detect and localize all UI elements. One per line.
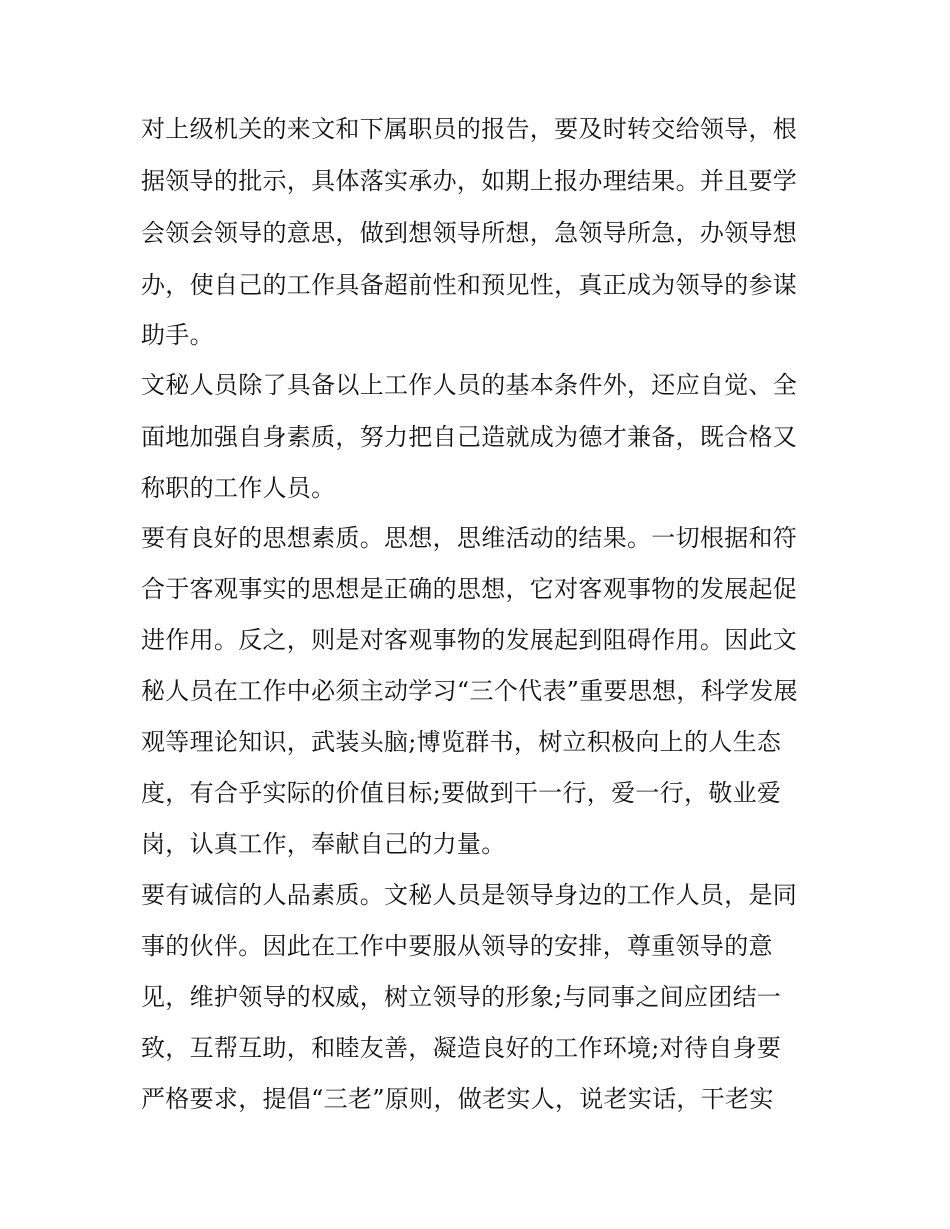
- text-line: 办，使自己的工作具备超前性和预见性，真正成为领导的参谋: [141, 271, 798, 299]
- text-line: 度，有合乎实际的价值目标;要做到干一行，爱一行，敬业爱: [141, 779, 782, 807]
- text-line: 会领会领导的意思，做到想领导所想，急领导所急，办领导想: [141, 219, 798, 247]
- text-line: 对上级机关的来文和下属职员的报告，要及时转交给领导，根: [141, 115, 798, 143]
- text-line: 进作用。反之，则是对客观事物的发展起到阻碍作用。因此文: [141, 626, 798, 654]
- text-line: 观等理论知识，武装头脑;博览群书，树立积极向上的人生态: [141, 728, 782, 756]
- text-line: 岗，认真工作，奉献自己的力量。: [141, 830, 506, 858]
- text-line: 秘人员在工作中必须主动学习“三个代表”重要思想，科学发展: [141, 677, 798, 705]
- text-line: 严格要求，提倡“三老”原则，做老实人，说老实话，干老实: [141, 1085, 774, 1113]
- text-line: 称职的工作人员。: [141, 474, 336, 502]
- text-line: 面地加强自身素质，努力把自己造就成为德才兼备，既合格又: [141, 423, 798, 451]
- text-line: 要有良好的思想素质。思想，思维活动的结果。一切根据和符: [141, 524, 798, 552]
- text-line: 见，维护领导的权威，树立领导的形象;与同事之间应团结一: [141, 983, 782, 1011]
- text-line: 合于客观事实的思想是正确的思想，它对客观事物的发展起促: [141, 575, 798, 603]
- text-line: 要有诚信的人品素质。文秘人员是领导身边的工作人员，是同: [141, 881, 798, 909]
- text-line: 据领导的批示，具体落实承办，如期上报办理结果。并且要学: [141, 167, 798, 195]
- text-line: 文秘人员除了具备以上工作人员的基本条件外，还应自觉、全: [141, 371, 798, 399]
- text-line: 致，互帮互助，和睦友善，凝造良好的工作环境;对待自身要: [141, 1034, 782, 1062]
- text-line: 助手。: [141, 321, 214, 349]
- text-line: 事的伙伴。因此在工作中要服从领导的安排，尊重领导的意: [141, 932, 773, 960]
